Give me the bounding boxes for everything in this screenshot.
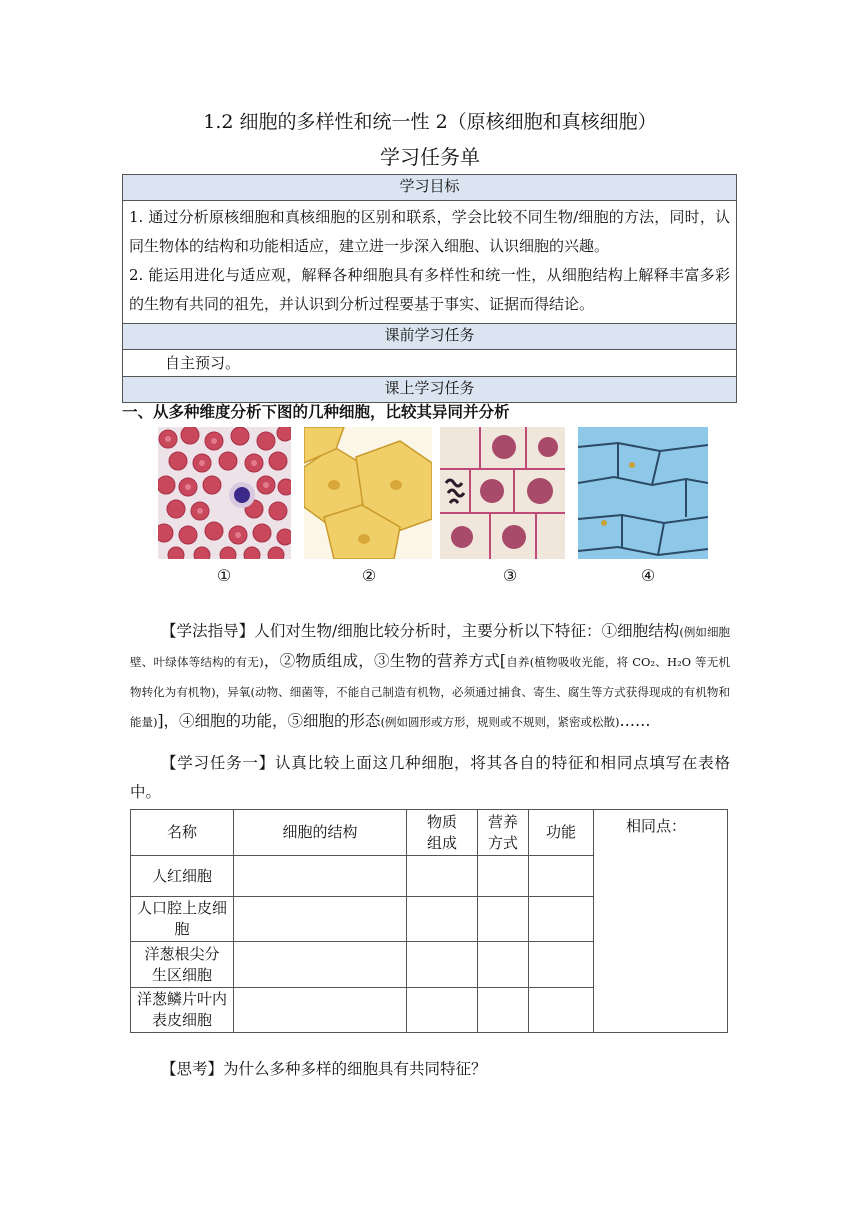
guide-text-3: ]，④细胞的功能，⑤细胞的形态 xyxy=(157,712,381,730)
section-heading: 一、从多种维度分析下图的几种细胞，比较其异同并分析 xyxy=(122,403,510,421)
header-function: 功能 xyxy=(529,810,594,856)
objectives-content xyxy=(123,201,736,323)
blank-cell[interactable] xyxy=(529,942,594,988)
blank-cell[interactable] xyxy=(234,856,407,897)
think-question: 【思考】为什么多种多样的细胞具有共同特征？ xyxy=(161,1060,487,1078)
root-tip-cell-image xyxy=(440,427,565,559)
guide-lead: 【学法指导】人们对生物/细胞比较分析时，主要分析以下特征：①细胞结构 xyxy=(161,622,680,640)
comparison-table xyxy=(130,809,728,1033)
row-name: 洋葱根尖分生区细胞 xyxy=(131,942,234,988)
pre-class-content: 自主预习。 xyxy=(165,354,241,372)
onion-epidermis-image xyxy=(578,427,708,559)
image-label-2: ② xyxy=(361,566,377,585)
blank-cell[interactable] xyxy=(478,988,529,1033)
blank-cell[interactable] xyxy=(407,988,478,1033)
blank-cell[interactable] xyxy=(529,897,594,942)
blank-cell[interactable] xyxy=(478,897,529,942)
image-label-1: ① xyxy=(216,566,232,585)
page-title: 1.2 细胞的多样性和统一性 2（原核细胞和真核细胞） xyxy=(203,111,657,133)
blank-cell[interactable] xyxy=(529,856,594,897)
task-one: 【学习任务一】认真比较上面这几种细胞，将其各自的特征和相同点填写在表格中。 xyxy=(130,754,730,801)
blank-cell[interactable] xyxy=(407,856,478,897)
guide-note-structure: (例如细胞壁、叶绿体等结构的有无) xyxy=(130,625,730,669)
header-name: 名称 xyxy=(131,810,234,856)
table-header-row xyxy=(131,810,728,856)
blank-cell[interactable] xyxy=(234,988,407,1033)
objective-1: 1. 通过分析原核细胞和真核细胞的区别和联系，学会比较不同生物/细胞的方法，同时，认同生物体的结构和功能相适应，建立进一步深入细胞、认识细胞的兴趣。 xyxy=(129,208,730,255)
guide-note-shape: (例如圆形或方形，规则或不规则，紧密或松散) xyxy=(380,715,620,729)
objectives-box xyxy=(122,174,737,403)
guide-text-4: …… xyxy=(619,712,651,730)
blank-cell[interactable] xyxy=(407,897,478,942)
method-guide xyxy=(130,617,730,737)
red-blood-cell-image xyxy=(158,427,291,559)
blank-cell[interactable] xyxy=(478,942,529,988)
blank-cell[interactable] xyxy=(234,942,407,988)
objective-2: 2. 能运用进化与适应观，解释各种细胞具有多样性和统一性，从细胞结构上解释丰富多彩的生物有共同的祖先，并认识到分析过程要基于事实、证据而得结论。 xyxy=(129,266,730,313)
header-structure: 细胞的结构 xyxy=(234,810,407,856)
in-class-header: 课上学习任务 xyxy=(123,376,736,402)
guide-note-nutrition: 自养(植物吸收光能，将 CO₂、H₂O 等无机物转化为有机物)，异氧(动物、细菌等，不能自己制造有机物，必须通过捕食、寄生、腐生等方式获得现成的有机物和能量) xyxy=(130,655,730,729)
image-label-3: ③ xyxy=(502,566,518,585)
epithelial-cell-image xyxy=(304,427,432,559)
guide-text-2: ，②物质组成，③生物的营养方式[ xyxy=(263,652,506,670)
page-subtitle: 学习任务单 xyxy=(380,145,480,169)
blank-cell[interactable] xyxy=(407,942,478,988)
header-composition: 物质组成 xyxy=(407,810,478,856)
row-name: 洋葱鳞片叶内表皮细胞 xyxy=(131,988,234,1033)
blank-cell[interactable] xyxy=(529,988,594,1033)
row-name: 人红细胞 xyxy=(131,856,234,897)
header-nutrition: 营养方式 xyxy=(478,810,529,856)
row-name: 人口腔上皮细胞 xyxy=(131,897,234,942)
pre-class-header: 课前学习任务 xyxy=(123,323,736,350)
objectives-header: 学习目标 xyxy=(123,175,736,201)
blank-cell[interactable] xyxy=(234,897,407,942)
blank-cell[interactable] xyxy=(478,856,529,897)
common-points-cell[interactable]: 相同点： xyxy=(594,810,728,1033)
image-label-4: ④ xyxy=(640,566,656,585)
